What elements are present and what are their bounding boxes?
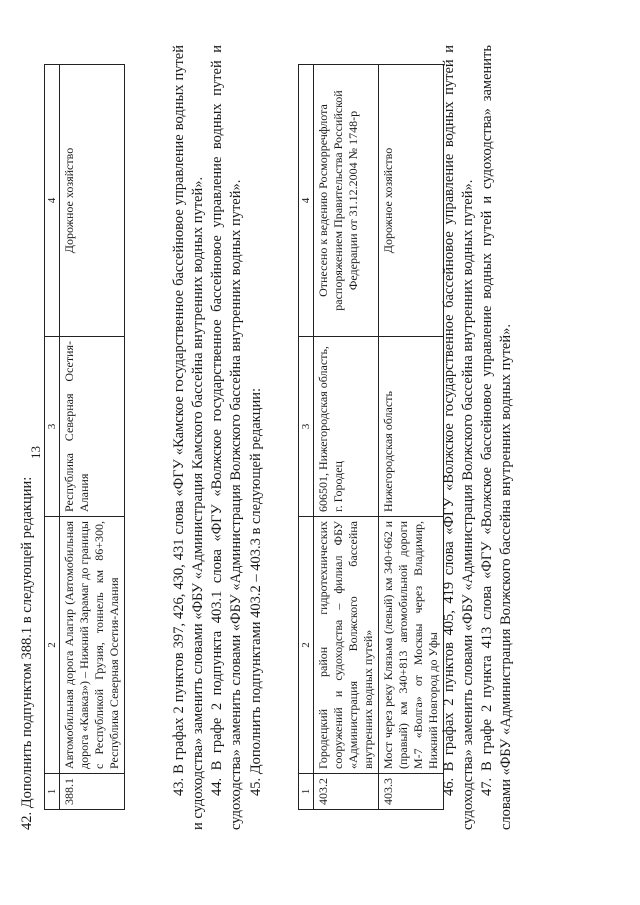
object-name-cell: Городецкий район гидротехнических сооружений и судоходства – филиал ФБУ «Администрация Волжского бассейна внутренних водных путей» bbox=[314, 517, 379, 774]
item-43-text: 43. В графах 2 пунктов 397, 426, 430, 431 слова «ФГУ «Камское государственное бассейновое управление водных путей и судоходства» заменить словами «ФБУ «Администрация Камского бассейна внутренних водных путей». bbox=[171, 45, 207, 830]
row-number-cell: 403.3 bbox=[379, 774, 444, 810]
location-cell: Республика Северная Осетия-Алания bbox=[60, 337, 125, 517]
sector-cell: Дорожное хозяйство bbox=[60, 65, 125, 337]
column-header: 3 bbox=[299, 337, 314, 517]
page-number: 13 bbox=[28, 446, 43, 459]
location-cell: Нижегородская область bbox=[379, 337, 444, 517]
column-header: 2 bbox=[45, 517, 60, 774]
item-42-text: 42. Дополнить подпунктом 388.1 в следующей редакции: bbox=[19, 476, 35, 830]
sector-cell: Отнесено к ведению Росморречфлота распоряжением Правительства Российской Федерации от 31.12.2004 № 1748-р bbox=[314, 65, 379, 337]
object-name-cell: Мост через реку Клязьма (левый) км 340+662 и (правый) км 340+813 автомобильной дороги М-7 «Волга» от Москвы через Владимир, Нижний Новгород до Уфы bbox=[379, 517, 444, 774]
item-47-text: 47. В графе 2 пункта 413 слова «ФГУ «Волжское бассейновое управление водных путей и судоходства» заменить словами «ФБУ «Администрация Волжского бассейна внутренних водных путей». bbox=[479, 45, 515, 830]
table-subitems-403-2-403-3 bbox=[298, 64, 444, 810]
row-number-cell: 388.1 bbox=[60, 774, 125, 810]
table-header-row bbox=[299, 65, 314, 810]
table-row bbox=[314, 65, 379, 810]
column-header: 1 bbox=[45, 774, 60, 810]
item-46-text: 46. В графах 2 пунктов 405, 419 слова «ФГУ «Волжское государственное бассейновое управление водных путей и судоходства» заменить словами «ФБУ «Администрация Волжского бассейна внутренних водных путей». bbox=[441, 45, 477, 830]
sector-cell: Дорожное хозяйство bbox=[379, 65, 444, 337]
column-header: 2 bbox=[299, 517, 314, 774]
row-number-cell: 403.2 bbox=[314, 774, 379, 810]
location-cell: 606501, Нижегородская область, г. Городец bbox=[314, 337, 379, 517]
column-header: 4 bbox=[45, 65, 60, 337]
table-subitem-388-1 bbox=[44, 64, 125, 810]
item-45-text: 45. Дополнить подпунктами 403.2 – 403.3 в следующей редакции: bbox=[247, 387, 264, 796]
item-44-text: 44. В графе 2 подпункта 403.1 слова «ФГУ «Волжское государственное бассейновое управление водных путей и судоходства» заменить словами «ФБУ «Администрация Волжского бассейна внутренних водных путей». bbox=[209, 45, 245, 830]
object-name-cell: Автомобильная дорога Алагир (Автомобильная дорога «Кавказ») – Нижний Зарамаг до границы с Республикой Грузия, тоннель км 86+300, Республика Северная Осетия-Алания bbox=[60, 517, 125, 774]
table-header-row bbox=[45, 65, 60, 810]
column-header: 3 bbox=[45, 337, 60, 517]
column-header: 4 bbox=[299, 65, 314, 337]
table-row bbox=[60, 65, 125, 810]
table-row bbox=[379, 65, 444, 810]
column-header: 1 bbox=[299, 774, 314, 810]
